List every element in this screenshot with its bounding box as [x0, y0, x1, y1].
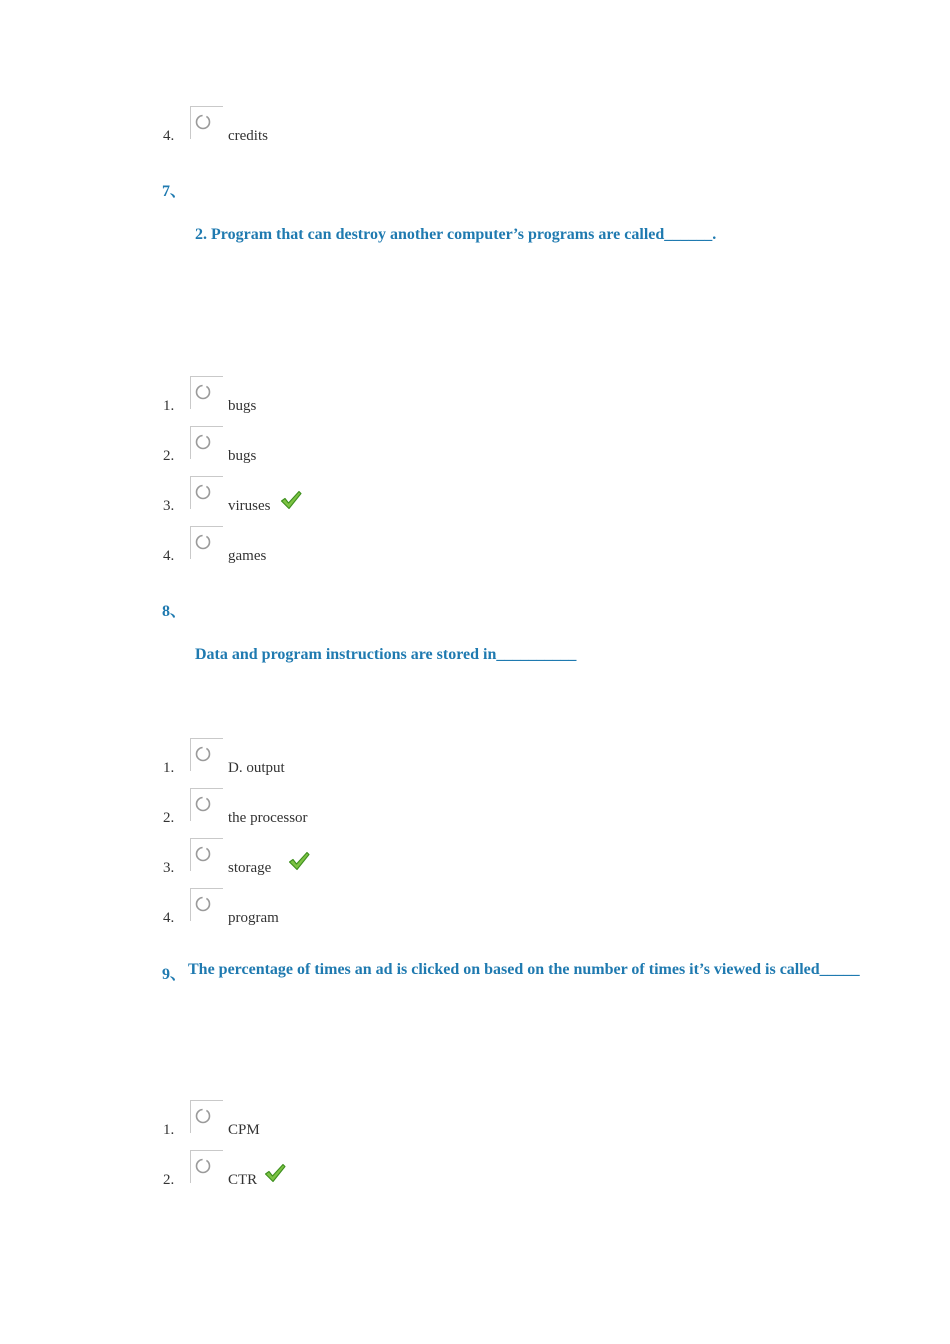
radio-button-icon: [194, 1107, 212, 1125]
radio-button[interactable]: [190, 106, 223, 139]
option-number: 2.: [163, 810, 175, 826]
radio-button-icon: [194, 483, 212, 501]
radio-button-icon: [194, 895, 212, 913]
radio-button[interactable]: [190, 526, 223, 559]
option-label: D. output: [228, 760, 285, 776]
option-label: CPM: [228, 1122, 260, 1138]
question-prompt: The percentage of times an ad is clicked on based on the number of times it’s viewed is called_____: [188, 961, 860, 978]
option-label: viruses: [228, 498, 271, 514]
radio-button[interactable]: [190, 1150, 223, 1183]
option-number: 4.: [163, 910, 175, 926]
question-number: 9、: [162, 966, 187, 983]
option-number: 2.: [163, 1172, 175, 1188]
checkmark-icon: [280, 490, 302, 510]
radio-button[interactable]: [190, 838, 223, 871]
option-label: bugs: [228, 448, 257, 464]
question-number: 8、: [162, 603, 187, 620]
option-label: program: [228, 910, 279, 926]
question-prompt: Data and program instructions are stored in__________: [195, 646, 577, 663]
option-label: CTR: [228, 1172, 258, 1188]
radio-button-icon: [194, 745, 212, 763]
checkmark-icon: [264, 1163, 286, 1183]
option-label: games: [228, 548, 267, 564]
option-label: credits: [228, 128, 268, 144]
radio-button[interactable]: [190, 888, 223, 921]
option-number: 4.: [163, 128, 175, 144]
option-number: 1.: [163, 398, 175, 414]
option-number: 3.: [163, 860, 175, 876]
question-prompt: 2. Program that can destroy another computer’s programs are called______.: [195, 226, 717, 243]
radio-button[interactable]: [190, 476, 223, 509]
option-number: 1.: [163, 760, 175, 776]
radio-button-icon: [194, 845, 212, 863]
option-number: 2.: [163, 448, 175, 464]
radio-button[interactable]: [190, 376, 223, 409]
radio-button[interactable]: [190, 426, 223, 459]
option-label: the processor: [228, 810, 308, 826]
option-label: storage: [228, 860, 272, 876]
radio-button-icon: [194, 433, 212, 451]
radio-button[interactable]: [190, 1100, 223, 1133]
option-label: bugs: [228, 398, 257, 414]
option-number: 3.: [163, 498, 175, 514]
radio-button-icon: [194, 383, 212, 401]
radio-button[interactable]: [190, 788, 223, 821]
checkmark-icon: [288, 851, 310, 871]
option-number: 1.: [163, 1122, 175, 1138]
radio-button-icon: [194, 1157, 212, 1175]
radio-button[interactable]: [190, 738, 223, 771]
radio-button-icon: [194, 795, 212, 813]
question-number: 7、: [162, 183, 187, 200]
radio-button-icon: [194, 533, 212, 551]
option-number: 4.: [163, 548, 175, 564]
radio-button-icon: [194, 113, 212, 131]
